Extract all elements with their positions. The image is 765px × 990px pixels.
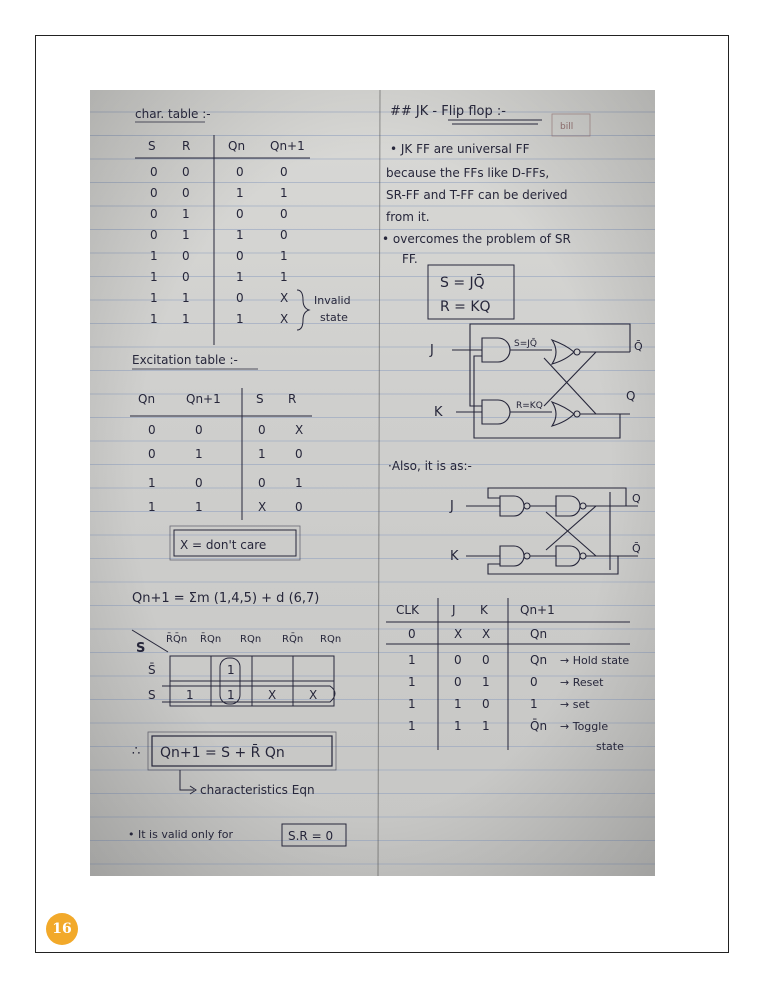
circuit1-qbar: Q̄ <box>634 340 643 353</box>
jk-header-k: K <box>480 603 488 617</box>
cell: 0 <box>454 653 462 667</box>
cell: 1 <box>408 653 416 667</box>
cell: 0 <box>148 423 156 437</box>
exc-header-qn: Qn <box>138 392 156 406</box>
cell: 1 <box>408 675 416 689</box>
circuit2-k: K <box>450 549 459 564</box>
cell: 1 <box>482 675 490 689</box>
jk-note: → Hold state <box>560 654 630 667</box>
cell: 0 <box>236 207 244 221</box>
jk-header-qn1: Qn+1 <box>520 603 555 617</box>
kmap-col-3: RQ̄n <box>282 634 304 645</box>
exc-header-qn1: Qn+1 <box>186 392 221 406</box>
cell: 1 <box>236 186 244 200</box>
cell: 0 <box>195 476 203 490</box>
notebook-photo <box>90 90 655 876</box>
cell: 1 <box>236 270 244 284</box>
cell: 0 <box>150 207 158 221</box>
jk-header-clk: CLK <box>396 603 419 617</box>
cell: Q̄n <box>530 719 548 733</box>
cell: 0 <box>454 675 462 689</box>
kmap-cell-1-1: 1 <box>227 688 235 702</box>
jk-line-1: • JK FF are universal FF <box>390 142 530 156</box>
cell: 1 <box>236 228 244 242</box>
cell: 0 <box>280 228 288 242</box>
cell: 0 <box>150 228 158 242</box>
cell: 0 <box>182 249 190 263</box>
cell: X <box>258 500 267 514</box>
valid-note: • It is valid only for <box>128 828 234 841</box>
cell: X <box>295 423 304 437</box>
cell: 0 <box>258 423 266 437</box>
jk-line-2: because the FFs like D-FFs, <box>386 166 550 180</box>
cell: 1 <box>530 697 538 711</box>
cell: 0 <box>280 165 288 179</box>
cell: 0 <box>182 165 190 179</box>
invalid-note-2: state <box>320 311 348 324</box>
cell: 0 <box>530 675 538 689</box>
kmap-row-s: S <box>148 688 156 702</box>
char-header-s: S <box>148 139 156 153</box>
cell: 0 <box>236 249 244 263</box>
jk-note: → set <box>560 698 590 711</box>
cell: 1 <box>408 697 416 711</box>
cell: 0 <box>150 165 158 179</box>
cell: Qn <box>530 653 548 667</box>
cell: 1 <box>258 447 266 461</box>
cell: 0 <box>150 186 158 200</box>
kmap-col-1: R̄Qn <box>200 634 222 645</box>
char-header-qn1: Qn+1 <box>270 139 305 153</box>
circuit1-s-label: S=JQ̄ <box>514 339 537 349</box>
jk-line-3: SR-FF and T-FF can be derived <box>386 188 568 202</box>
kmap-cell-0-1: 1 <box>227 663 235 677</box>
kmap-row-sbar: S̄ <box>148 663 156 677</box>
jk-heading: ## JK - Flip flop :- <box>390 104 506 119</box>
cell: 1 <box>150 249 158 263</box>
jk-line-4: from it. <box>386 210 430 224</box>
cell: 1 <box>150 291 158 305</box>
cell: X <box>280 291 289 305</box>
cell: 0 <box>408 627 416 641</box>
cell: 1 <box>182 312 190 326</box>
cell: X <box>280 312 289 326</box>
cell: 1 <box>148 500 156 514</box>
kmap-corner-r: RQn <box>320 634 342 645</box>
cell: 1 <box>482 719 490 733</box>
kmap-cell-1-0: 1 <box>186 688 194 702</box>
cell: 1 <box>150 312 158 326</box>
valid-condition: S.R = 0 <box>288 829 334 843</box>
cell: X <box>482 627 491 641</box>
jk-note: → Toggle <box>560 720 609 733</box>
circuit1-k: K <box>434 405 443 420</box>
cell: 1 <box>148 476 156 490</box>
char-table-title: char. table :- <box>135 107 211 121</box>
cell: 1 <box>280 249 288 263</box>
cell: 1 <box>236 312 244 326</box>
cell: 0 <box>182 270 190 284</box>
circuit2-qbar: Q̄ <box>632 542 641 555</box>
char-header-r: R <box>182 139 191 153</box>
cell: 1 <box>182 228 190 242</box>
exc-header-r: R <box>288 392 297 406</box>
kmap-cell-1-2: X <box>268 688 277 702</box>
kmap-corner-s: S <box>136 641 146 656</box>
cell: 0 <box>236 291 244 305</box>
cell: 1 <box>150 270 158 284</box>
cell: 0 <box>195 423 203 437</box>
kmap-cell-1-3: X <box>309 688 318 702</box>
dont-care-note: X = don't care <box>180 538 267 552</box>
cell: 1 <box>280 186 288 200</box>
box-eq-2: R = KQ <box>440 299 491 315</box>
char-header-qn: Qn <box>228 139 246 153</box>
cell: 1 <box>280 270 288 284</box>
therefore-symbol: ∴ <box>132 744 141 759</box>
cell: 1 <box>182 291 190 305</box>
cell: 0 <box>258 476 266 490</box>
cell: 0 <box>482 697 490 711</box>
circuit1-q: Q <box>626 389 636 403</box>
cell: 1 <box>195 500 203 514</box>
cell: Qn <box>530 627 548 641</box>
excitation-title: Excitation table :- <box>132 353 238 367</box>
characteristic-label: characteristics Eqn <box>200 783 315 797</box>
cell: 0 <box>482 653 490 667</box>
cell: 0 <box>280 207 288 221</box>
cell: X <box>454 627 463 641</box>
circuit1-j: J <box>430 343 434 358</box>
cell: 1 <box>454 719 462 733</box>
cell: 0 <box>148 447 156 461</box>
jk-note: → Reset <box>560 676 604 689</box>
cell: 0 <box>236 165 244 179</box>
cell: 1 <box>454 697 462 711</box>
cell: 0 <box>182 186 190 200</box>
cell: 1 <box>195 447 203 461</box>
jk-header-j: J <box>452 603 456 617</box>
jk-note-cont: state <box>596 740 624 753</box>
minterm-equation: Qn+1 = Σm (1,4,5) + d (6,7) <box>132 591 320 606</box>
kmap-col-0: R̄Q̄n <box>166 634 188 645</box>
characteristic-equation: Qn+1 = S + R̄ Qn <box>160 745 285 761</box>
circuit2-q: Q <box>632 492 641 505</box>
kmap-col-2: RQn <box>240 634 262 645</box>
notebook-page <box>90 90 655 876</box>
cell: 1 <box>295 476 303 490</box>
circuit1-r-label: R=KQ <box>516 401 543 411</box>
also-text: ·Also, it is as:- <box>388 459 472 473</box>
box-eq-1: S = JQ̄ <box>440 275 485 291</box>
stamp: bill <box>560 122 574 132</box>
cell: 1 <box>408 719 416 733</box>
page-number-badge: 16 <box>46 913 78 945</box>
invalid-note-1: Invalid <box>314 294 351 307</box>
cell: 1 <box>182 207 190 221</box>
cell: 0 <box>295 500 303 514</box>
cell: 0 <box>295 447 303 461</box>
jk-line-5: • overcomes the problem of SR <box>382 232 571 246</box>
exc-header-s: S <box>256 392 264 406</box>
jk-line-6: FF. <box>402 252 418 266</box>
circuit2-j: J <box>450 499 454 514</box>
